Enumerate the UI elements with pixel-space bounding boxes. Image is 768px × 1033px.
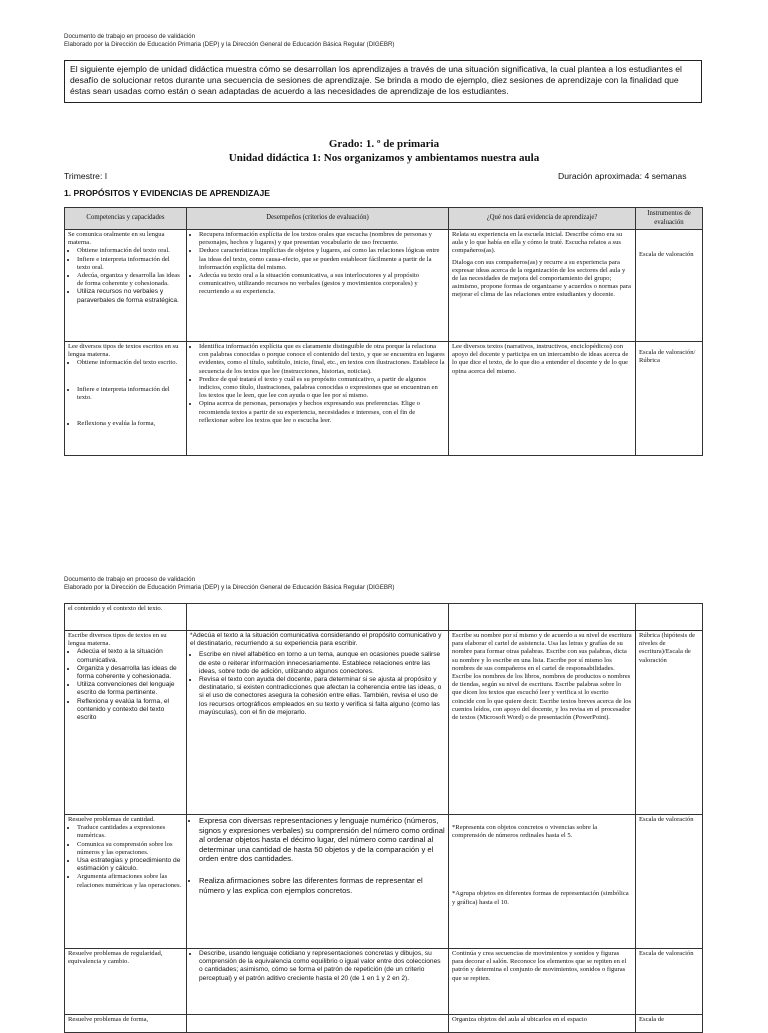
capacity-item: • Utiliza convenciones del lenguaje escrito de forma pertinente. [77,681,183,697]
evidence-text: Dialoga con sus compañeros(as) y recurre a su experiencia para expresar ideas acerca de la organización de los sectores del aula y de las necesidades de mejora del comportamiento del grupo; asimismo, propone formas de organizarse y acuerdos o normas para mejorar el clima de las relaciones entre estudiantes y docente. [452,258,631,299]
purposes-table-continued [64,603,703,1033]
performance-cell [187,342,449,456]
capacity-item: • Obtiene información del texto oral. [77,247,183,255]
grade-title: Grado: 1. º de primaria [328,138,440,150]
performance-cell [187,815,449,949]
competency-title: Lee diversos tipos de textos escritos en su lengua materna. [68,343,179,359]
competency-cell [65,949,187,1015]
capacity-item: • Argumenta afirmaciones sobre las relaciones numéricas y las operaciones. [77,873,183,889]
evidence-text: Organiza objetos del aula al ubicarlos en el espacio [452,1016,587,1023]
intro-box: El siguiente ejemplo de unidad didáctica muestra cómo se desarrollan los aprendizajes a través de una situación significativa, la cual plantea a los estudiantes el desafío de solucionar retos durante una secuencia de sesiones de aprendizaje. Se brinda a modo de ejemplo, diez sesiones de aprendizaje con la finalidad que éstas sean usadas como están o sean adaptadas de acuerdo a las necesidades de aprendizaje de los estudiantes. [64,60,702,103]
evidence-cell [449,949,636,1015]
competency-title: Escribe diversos tipos de textos en su lengua materna. [68,632,167,648]
performance-cell [187,631,449,815]
header-line-1: Documento de trabajo en proceso de validación [64,576,196,583]
table-row [65,230,703,342]
evidence-text: Relata su experiencia en la escuela inicial. Describe cómo era su aula y lo que había en ella y cómo le traté. Escucha relatos a sus compañeros(as). [452,231,623,255]
instrument-cell [636,230,703,342]
empty-cell [187,604,449,631]
performance-cell [187,230,449,342]
table-row [65,604,703,631]
table-row [65,631,703,815]
evidence-cell [449,342,636,456]
performance-intro: *Adecúa el texto a la situación comunicativa considerando el propósito comunicativo y el destinatario, recurriendo a su experiencia para escribir. [190,632,442,648]
empty-cell [636,604,703,631]
instrument-text: Escala de [639,1016,665,1023]
instrument-text: Escala de valoración [639,251,694,258]
performance-item: • Revisa el texto con ayuda del docente, para determinar si se ajusta al propósito y destinatario, si existen contradicciones que afectan la coherencia entre las ideas, o si el uso de conectores asegura la cohesión entre ellas. También, revisa el uso de los recursos ortográficos empleados en su texto y verifica si falta alguno (como las mayúsculas), con el fin de mejorarlo. [199,676,445,717]
capacity-item: • Infiere e interpreta información del texto. [77,386,183,402]
table-row [65,949,703,1015]
performance-item: • Identifica información explícita que es claramente distinguible de otra porque la relaciona con palabras conocidas o porque conoce el contenido del texto, y que se encuentra en lugares evidentes, como el título, subtítulo, inicio, final, etc., en textos con ilustraciones. Establece la secuencia de los textos que lee (instrucciones, historias, noticias). [199,343,445,376]
competency-cell [65,604,187,631]
evidence-cell [449,631,636,815]
performance-item: • Deduce características implícitas de objetos y lugares, así como las relaciones lógicas entre las ideas del texto, como causa-efecto, que se pueden establecer fácilmente a partir de la información explícita del mismo. [199,247,445,272]
table-row [65,342,703,456]
performance-item: • Expresa con diversas representaciones y lenguaje numérico (números, signos y expresiones verbales) su comprensión del número como ordinal al ordenar objetos hasta el décimo lugar, del número como cardinal al determinar una cantidad de hasta 50 objetos y de la comparación y el orden entre dos cantidades. [199,816,445,864]
table-row [65,815,703,949]
performance-cell [187,949,449,1015]
capacity-item: • Adecúa, organiza y desarrolla las ideas de forma coherente y cohesionada. [77,272,183,288]
capacity-item: • Usa estrategias y procedimiento de estimación y cálculo. [77,857,183,873]
capacity-item: • Utiliza recursos no verbales y paraverbales de forma estratégica. [77,288,183,304]
performance-item: • Opina acerca de personas, personajes y hechos expresando sus preferencias. Elige o recomienda textos a partir de su experiencia, necesidades e intereses, con el fin de reflexionar sobre los textos que lee o escucha leer. [199,400,445,425]
competency-title: Resuelve problemas de cantidad. [68,816,155,823]
page-header-2 [64,576,395,592]
instrument-cell [636,949,703,1015]
instrument-text: Escala de valoración [639,950,694,957]
header-line-1: Documento de trabajo en proceso de validación [64,33,196,40]
performance-item: • Describe, usando lenguaje cotidiano y representaciones concretas y dibujos, su comprensión de la equivalencia como equilibrio o igual valor entre dos colecciones o cantidades; asimismo, cómo se forma el patrón de repetición (de un criterio perceptual) y el patrón aditivo creciente hasta el 20 (de 1 en 1 y 2 en 2). [199,950,445,983]
term-label: Trimestre: I [64,171,108,181]
performance-item: • Adecúa su texto oral a la situación comunicativa, a sus interlocutores y al propósito comunicativo, utilizando recursos no verbales (gestos y movimientos corporales) y recurriendo a su experiencia. [199,272,445,297]
purposes-table [64,207,703,456]
capacity-item: • Comunica su comprensión sobre los números y las operaciones. [77,841,183,857]
evidence-cell [449,230,636,342]
performance-item: • Predice de qué tratará el texto y cuál es su propósito comunicativo, a partir de algunos indicios, como título, ilustraciones, palabras conocidas o expresiones que se encuentran en los textos que le leen, que lee con ayuda o que lee por sí mismo. [199,376,445,401]
performance-item: • Recupera información explícita de los textos orales que escucha (nombres de personas y personajes, hechos y lugares) y que presentan vocabulario de uso frecuente. [199,231,445,247]
capacity-item: • Reflexiona y evalúa la forma, el contenido y contexto del texto escrito [77,698,183,723]
unit-title: Unidad didáctica 1: Nos organizamos y ambientamos nuestra aula [228,152,540,164]
page-header [64,33,395,49]
capacity-item: • Reflexiona y evalúa la forma, [77,420,183,428]
header-desempenos: Desempeños (criterios de evaluación) [187,208,449,230]
competency-title: Resuelve problemas de regularidad, equivalencia y cambio. [68,950,163,966]
evidence-text: Continúa y crea secuencias de movimientos y sonidos y figuras para decorar el salón. Reconoce los elementos que se repiten en el patrón y determina el conjunto de movimientos, sonidos o figuras que se repiten. [452,950,627,982]
competency-text: el contenido y el contexto del texto. [68,605,163,612]
competency-cell [65,631,187,815]
evidence-text: *Agrupa objetos en diferentes formas de representación (simbólica y gráfica) hasta el 10. [452,890,629,906]
empty-cell [449,604,636,631]
header-evidencia: ¿Qué nos dará evidencia de aprendizaje? [449,208,636,230]
header-instrumentos: Instrumentos de evaluación [636,208,703,230]
duration-label: Duración aproximada: 4 semanas [558,171,687,181]
performance-item: • Escribe en nivel alfabético en torno a un tema, aunque en ocasiones puede salirse de este o reiterar información innecesariamente. Establece relaciones entre las ideas, sobre todo de adición, utilizando algunos conectores. [199,651,445,676]
competency-title: Se comunica oralmente en su lengua materna. [68,231,165,247]
capacity-item: • Traduce cantidades a expresiones numéricas. [77,824,183,840]
header-line-2: Elaborado por la Dirección de Educación Primaria (DEP) y la Dirección General de Educación Básica Regular (DIGEBR) [64,41,395,48]
instrument-text: Escala de valoración/ Rúbrica [639,349,696,365]
competency-cell [65,342,187,456]
instrument-cell [636,631,703,815]
section-title: 1. PROPÓSITOS Y EVIDENCIAS DE APRENDIZAJE [64,188,270,198]
header-competencias: Competencias y capacidades [65,208,187,230]
competency-title: Resuelve problemas de forma, [68,1016,149,1023]
competency-cell [65,230,187,342]
header-line-2: Elaborado por la Dirección de Educación Primaria (DEP) y la Dirección General de Educación Básica Regular (DIGEBR) [64,584,395,591]
evidence-text: Lee diversos textos (narrativos, instructivos, enciclopédicos) con apoyo del docente y participa en un intercambio de ideas acerca de lo que dice el texto, de lo que dio a entender el docente y de lo que opina acerca del mismo. [452,343,629,375]
capacity-item: • Organiza y desarrolla las ideas de forma coherente y cohesionada. [77,665,183,681]
instrument-text: Escala de valoración [639,816,694,823]
capacity-item: • Infiere e interpreta información del texto oral. [77,256,183,272]
capacity-item: • Obtiene información del texto escrito. [77,359,183,367]
instrument-cell [636,815,703,949]
evidence-cell [449,815,636,949]
instrument-text: Rúbrica (hipótesis de niveles de escritura)/Escala de valoración [639,632,696,664]
competency-cell [65,815,187,949]
performance-item: • Realiza afirmaciones sobre las diferentes formas de representar el número y las explica con ejemplos concretos. [199,876,445,895]
capacity-item: • Adecúa el texto a la situación comunicativa. [77,648,183,664]
evidence-text: *Representa con objetos concretos o vivencias sobre la comprensión de números ordinales hasta el 5. [452,824,598,840]
instrument-cell [636,342,703,456]
evidence-text: Escribe su nombre por sí mismo y de acuerdo a su nivel de escritura para elaborar el cartel de asistencia. Usa las letras y grafías de su nombre para formar otras palabras. Escribe con sus palabras, dicta su nombre y lo escribe en una lista. Escribe por sí mismo los nombres de sus compañeros en el cartel de responsabilidades. Escribe los nombres de los libros, nombres de productos o nombres de tiendas, según su nivel de escritura. Escribe palabras sobre lo que dicen los textos que escuchó leer y verifica si lo escrito coincide con lo que quiere decir. Escribe textos breves acerca de los cuentos leídos, con apoyo del docente, y los revisa en el procesador de textos (Microsoft Word) o de presentación (PowerPoint). [452,632,632,722]
